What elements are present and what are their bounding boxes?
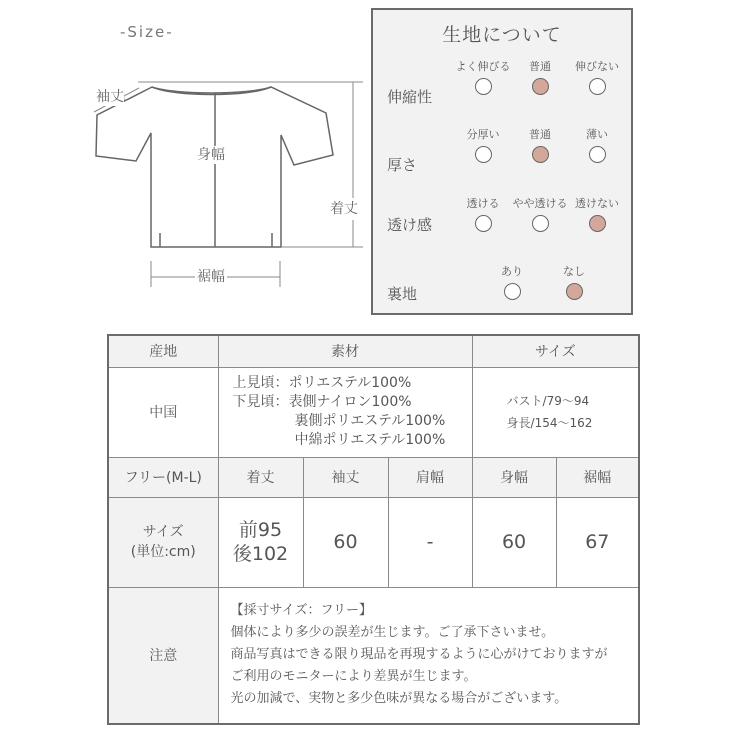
note-line: 【採寸サイズ：フリー】 — [230, 603, 372, 619]
free-size-header: フリー(M-L) — [108, 457, 218, 497]
size-unit-label — [108, 497, 218, 587]
table-header-row — [108, 335, 639, 367]
shoulder-value: - — [388, 497, 472, 587]
notes-label: 注意 — [108, 587, 218, 724]
notes-row — [108, 587, 639, 724]
size-heading: -Size- — [120, 23, 174, 41]
stretch-option-label: 伸びない — [575, 60, 619, 73]
lining-option-label: あり — [501, 265, 523, 278]
lining-option-label: なし — [563, 265, 585, 278]
sheerness-option-label: 透ける — [466, 197, 500, 210]
thickness-label: 厚さ — [387, 156, 418, 174]
spec-table — [107, 334, 640, 725]
fabric-info-panel — [371, 8, 633, 315]
measurement-row — [108, 497, 639, 587]
radio-indicator — [475, 146, 492, 163]
total-length-label: 着丈 — [330, 198, 358, 220]
size-diagram — [80, 15, 380, 315]
size-header: サイズ — [472, 335, 639, 367]
sleeve-value: 60 — [303, 497, 388, 587]
bust-range: バスト/79〜94 — [506, 394, 590, 408]
lining-label: 裏地 — [387, 285, 418, 303]
material-line: 下見頃：表側ナイロン100% — [232, 394, 412, 410]
radio-indicator — [475, 215, 492, 232]
radio-indicator — [532, 146, 549, 163]
radio-indicator — [532, 215, 549, 232]
note-line: 光の加減で、実物と多少色味が異なる場合がございます。 — [230, 691, 568, 707]
body-width-value: 60 — [472, 497, 556, 587]
sheerness-label: 透け感 — [387, 216, 433, 234]
origin-value: 中国 — [108, 367, 218, 457]
radio-indicator — [504, 283, 521, 300]
material-line: 上見頃：ポリエステル100% — [232, 375, 412, 391]
stretch-option-label: よく伸びる — [455, 60, 511, 73]
thickness-option-label: 薄い — [586, 128, 608, 141]
origin-header: 産地 — [108, 335, 218, 367]
height-range: 身長/154〜162 — [506, 416, 593, 430]
length-value — [218, 497, 303, 587]
radio-indicator — [589, 215, 606, 232]
radio-indicator — [475, 78, 492, 95]
sheerness-option-label: 透けない — [575, 197, 619, 210]
length-header: 着丈 — [218, 457, 303, 497]
stretch-label: 伸縮性 — [387, 88, 433, 106]
size-label: サイズ — [142, 524, 184, 540]
radio-indicator — [589, 78, 606, 95]
sleeve-header: 袖丈 — [303, 457, 388, 497]
hem-width-label: 裾幅 — [197, 269, 225, 285]
back-length: 後102 — [232, 543, 289, 565]
hem-header: 裾幅 — [556, 457, 639, 497]
material-header: 素材 — [218, 335, 472, 367]
body-width-label: 身幅 — [197, 147, 225, 163]
hem-value: 67 — [556, 497, 639, 587]
shoulder-header: 肩幅 — [388, 457, 472, 497]
front-length: 前95 — [238, 519, 283, 541]
note-line: 商品写真はできる限り現品を再現するように心がけておりますが — [230, 647, 608, 663]
sleeve-length-label: 袖丈 — [96, 89, 124, 105]
thickness-option-label: 普通 — [529, 128, 551, 141]
radio-indicator — [532, 78, 549, 95]
note-line: ご利用のモニターにより差異が生じます。 — [230, 669, 477, 685]
materials-cell — [218, 367, 472, 457]
radio-indicator — [589, 146, 606, 163]
table-row — [108, 367, 639, 457]
material-line: 中綿ポリエステル100% — [294, 432, 446, 448]
unit-label: (単位:cm) — [130, 544, 196, 560]
notes-cell — [218, 587, 639, 724]
stretch-option-label: 普通 — [529, 60, 551, 73]
radio-indicator — [566, 283, 583, 300]
thickness-option-label: 分厚い — [466, 128, 500, 141]
size-info-cell — [472, 367, 639, 457]
garment-illustration — [80, 15, 380, 315]
note-line: 個体により多少の誤差が生じます。ご了承下さいませ。 — [230, 625, 555, 641]
sheerness-option-label: やや透ける — [512, 197, 568, 210]
measurement-header-row — [108, 457, 639, 497]
material-line: 裏側ポリエステル100% — [294, 413, 446, 429]
body-width-header: 身幅 — [472, 457, 556, 497]
fabric-panel-title: 生地について — [442, 24, 562, 46]
